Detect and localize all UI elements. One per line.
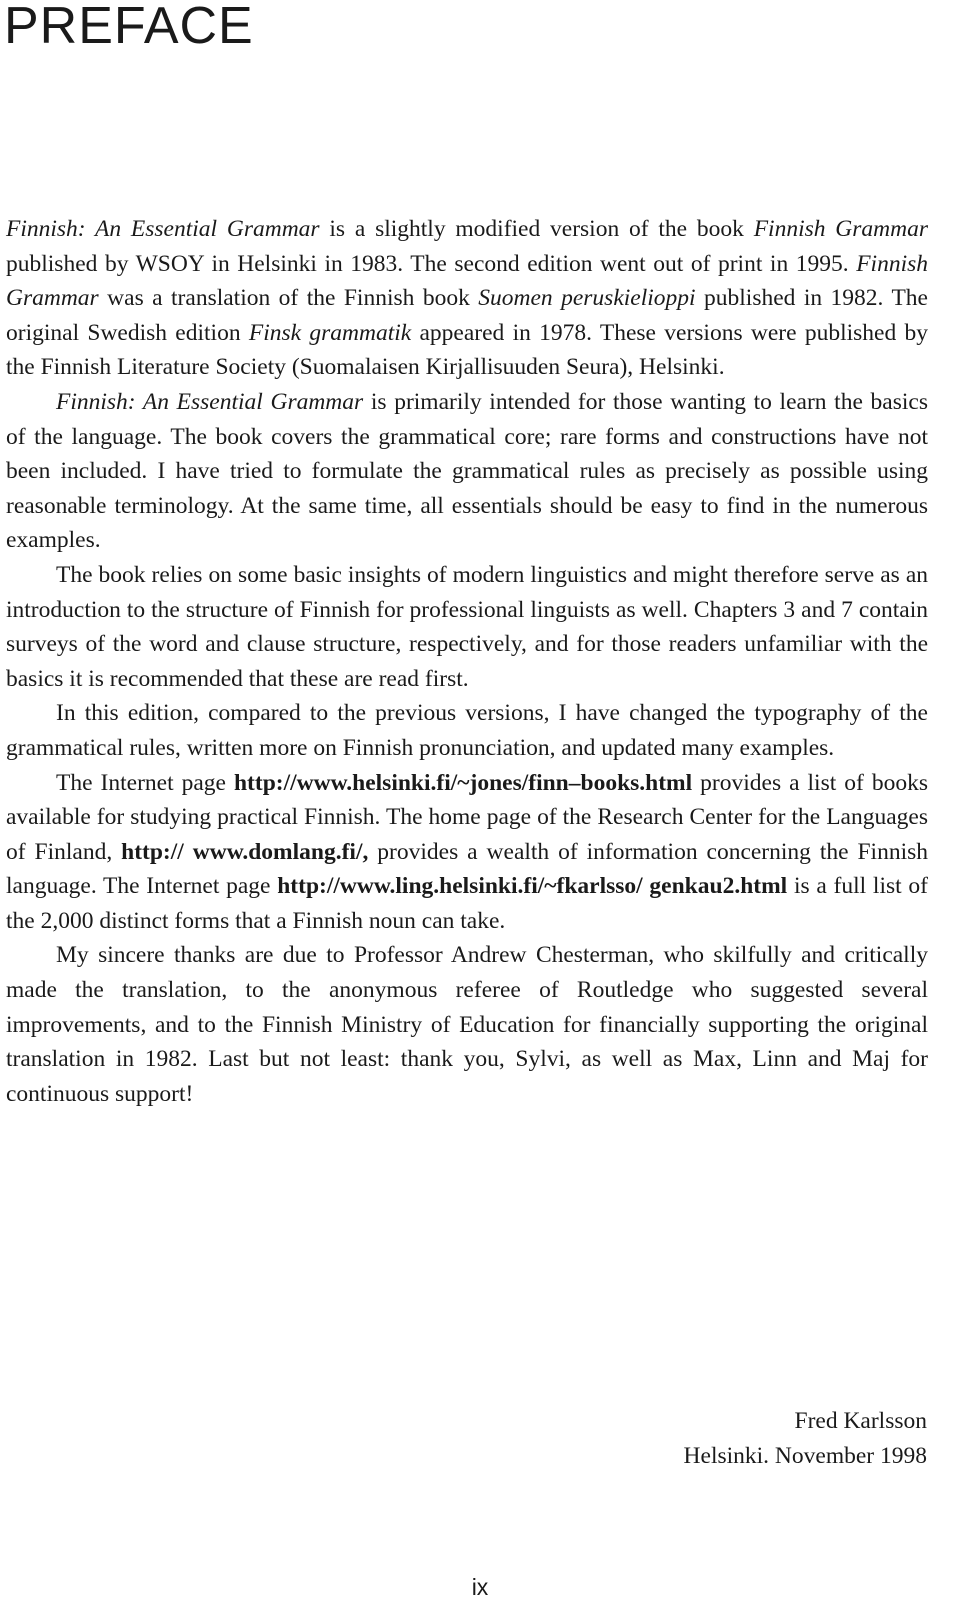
paragraph-text: published by WSOY in Helsinki in 1983. The second edition went out of print in 1995. xyxy=(6,250,857,277)
paragraph xyxy=(6,558,928,696)
paragraph-text: appeared in 1978. These versions were published by the Finnish Literature Society (Suomalaisen Kirjallisuuden Seura), Helsinki. xyxy=(6,319,928,381)
paragraph xyxy=(6,766,928,939)
book-title: Finnish: An Essential Grammar xyxy=(56,388,364,415)
paragraph-text: was a translation of the Finnish book xyxy=(98,285,479,312)
web-address: http:// www.domlang.fi/, xyxy=(121,838,369,865)
page-title: PREFACE xyxy=(4,0,254,55)
paragraph-text: provides a list of books available for studying practical Finnish. The home page of the Research Center for the Languages of Finland, xyxy=(6,769,928,865)
preface-body xyxy=(6,212,928,1111)
book-title: Finnish Grammar xyxy=(753,216,928,242)
paragraph xyxy=(6,212,928,385)
signature-block xyxy=(684,1404,927,1473)
web-address: http://www.ling.helsinki.fi/~fkarlsso/ genkau2.html xyxy=(277,873,788,900)
paragraph-text: In this edition, compared to the previous versions, I have changed the typography of the grammatical rules, written more on Finnish pronunciation, and updated many examples. xyxy=(6,700,928,761)
book-title: Finnish Grammar xyxy=(6,250,928,312)
paragraph-text: The Internet page xyxy=(56,769,234,796)
paragraph-text: provides a wealth of information concerning the Finnish language. The Internet page xyxy=(6,838,929,900)
book-title: Finsk grammatik xyxy=(248,319,412,346)
page-number: ix xyxy=(471,1574,489,1600)
author-name: Fred Karlsson xyxy=(794,1408,927,1434)
paragraph xyxy=(6,938,928,1111)
web-address: http://www.helsinki.fi/~jones/finn–books.html xyxy=(233,769,693,796)
place-and-date: Helsinki. November 1998 xyxy=(683,1442,927,1469)
paragraph xyxy=(6,696,928,765)
paragraph xyxy=(6,385,928,558)
paragraph-text: is a slightly modified version of the book xyxy=(319,216,754,242)
book-title: Finnish: An Essential Grammar xyxy=(6,216,320,242)
paragraph-text: published in 1982. The original Swedish edition xyxy=(6,285,928,346)
paragraph-text: is a full list of the 2,000 distinct forms that a Finnish noun can take. xyxy=(6,873,928,934)
book-title: Suomen peruskielioppi xyxy=(478,285,696,312)
paragraph-text: The book relies on some basic insights of modern linguistics and might therefore serve as an introduction to the structure of Finnish for professional linguists as well. Chapters 3 and 7 contain surveys of the word and clause structure, respectively, and for those readers unfamiliar with the basics it is recommended that these are read first. xyxy=(6,561,928,692)
paragraph-text: My sincere thanks are due to Professor Andrew Chesterman, who skilfully and critically made the translation, to the anonymous referee of Routledge who suggested several improvements, and to the Finnish Ministry of Education for financially supporting the original translation in 1982. Last but not least: thank you, Sylvi, as well as Max, Linn and Maj for continuous support! xyxy=(6,942,928,1107)
paragraph-text: is primarily intended for those wanting to learn the basics of the language. The book covers the grammatical core; rare forms and constructions have not been included. I have tried to formulate the grammatical rules as precisely as possible using reasonable terminology. At the same time, all essentials should be easy to find in the numerous examples. xyxy=(6,388,928,554)
